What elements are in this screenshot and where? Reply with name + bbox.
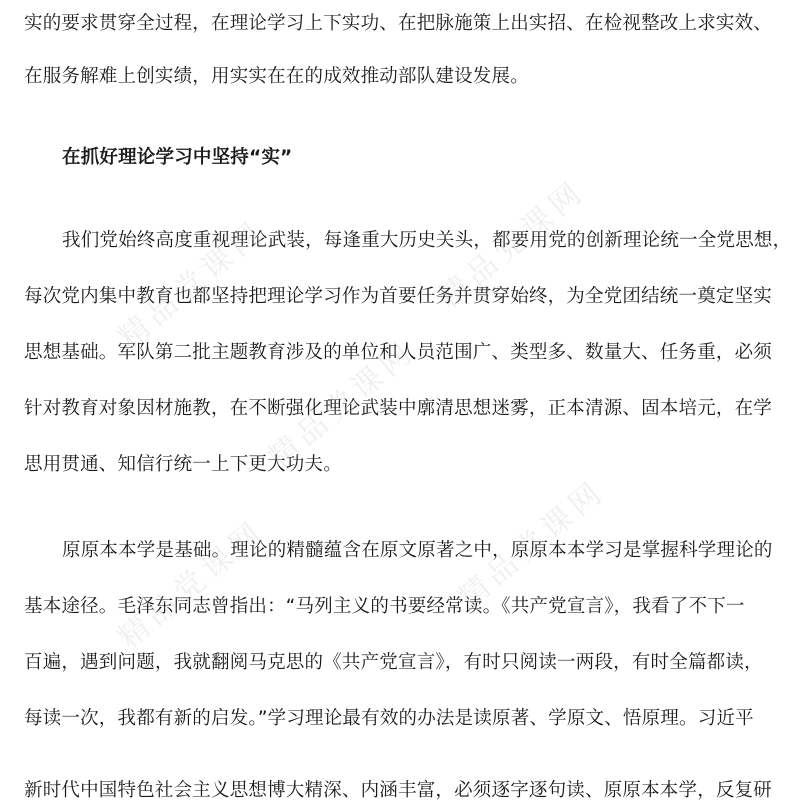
paragraph-line: 百遍，遇到问题，我就翻阅马克思的《共产党宣言》，有时只阅读一两段，有时全篇都读， [24,652,763,673]
watermark: 精品党课网 [262,333,423,476]
paragraph-line: 针对教育对象因材施教，在不断强化理论武装中廓清思想迷雾，正本清源、固本培元，在学 [24,398,773,419]
section-heading: 在抓好理论学习中坚持“实” [62,147,293,168]
watermark: 精品党课网 [452,473,613,616]
watermark: 精品党课网 [112,513,273,656]
paragraph-line: 每读一次，我都有新的启发。”学习理论最有效的办法是读原著、学原文、悟原理。习近平 [24,708,754,729]
paragraph-line: 思用贯通、知信行统一上下更大功夫。 [24,454,342,475]
paragraph-line: 原原本本学是基础。理论的精髓蕴含在原文原著之中，原原本本学习是掌握科学理论的 [62,540,773,561]
paragraph-line: 基本途径。毛泽东同志曾指出：“马列主义的书要经常读。《共产党宣言》，我看了不下一 [24,596,745,617]
paragraph-line: 新时代中国特色社会主义思想博大精深、内涵丰富，必须逐字逐句读、原原本本学，反复研 [24,780,773,800]
watermark: 精品党课网 [432,173,593,316]
paragraph-line: 每次党内集中教育也都坚持把理论学习作为首要任务并贯穿始终，为全党团结统一奠定坚实 [24,286,773,307]
paragraph-line: 在服务解难上创实绩，用实实在在的成效推动部队建设发展。 [24,66,529,87]
watermark: 精品党课网 [112,213,273,356]
paragraph-line: 实的要求贯穿全过程，在理论学习上下实功、在把脉施策上出实招、在检视整改上求实效、 [24,13,773,34]
paragraph-line: 思想基础。军队第二批主题教育涉及的单位和人员范围广、类型多、数量大、任务重，必须 [24,342,773,363]
paragraph-line: 我们党始终高度重视理论武装，每逢重大历史关头，都要用党的创新理论统一全党思想， [62,230,792,251]
